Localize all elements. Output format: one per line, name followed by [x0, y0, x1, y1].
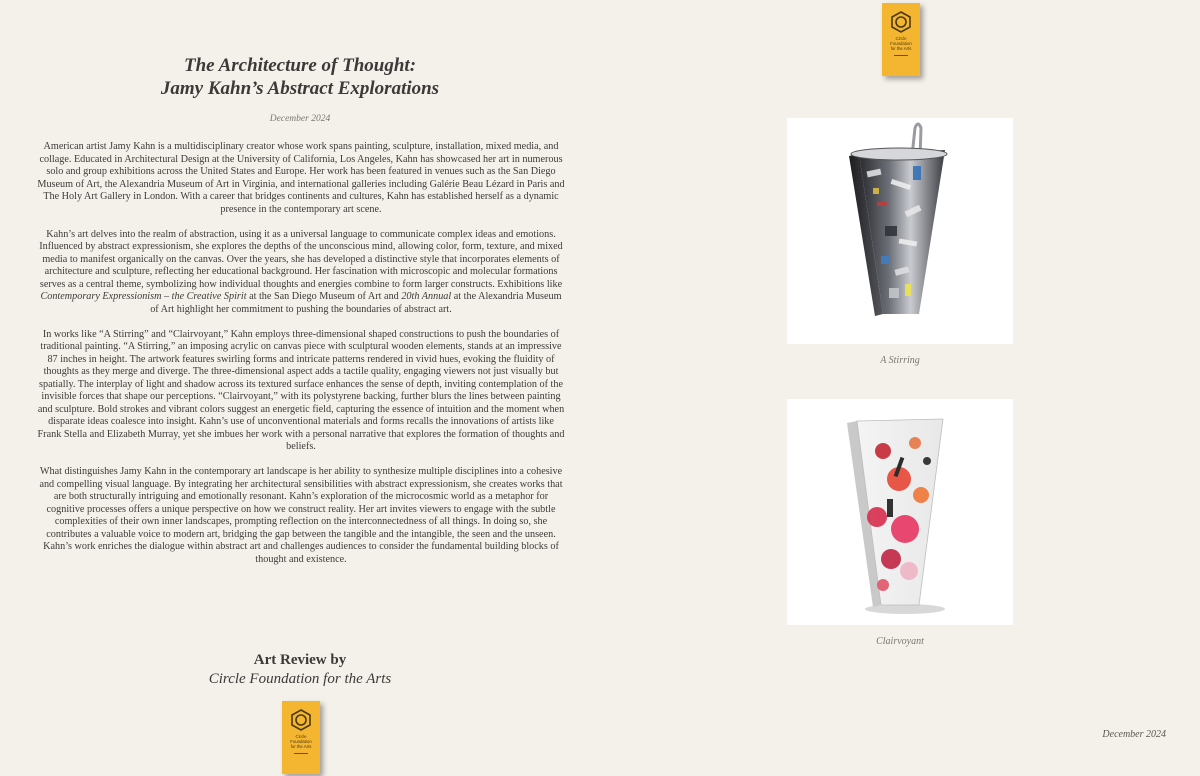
page-footer-date: December 2024	[1102, 729, 1166, 740]
logo-rule	[894, 55, 908, 56]
sculpture-clairvoyant	[787, 399, 1013, 625]
hexagon-circle-icon	[890, 11, 912, 33]
logo-text-line-2: Foundation	[290, 739, 312, 744]
paragraph-1: American artist Jamy Kahn is a multidisciplinary creator whose work spans painting, sculpture, installation, mixed media, and collage. Educated in Architectural Design at the University of California, Los Angeles, Kahn has showcased her art in numerous solo and group exhibitions across the United States and Europe. Her work has been featured in venues such as the San Diego Museum of Art, the Alexandria Museum of Art in Virginia, and international galleries including Galérie Beau Lézard in Paris and The Holy Art Gallery in London. With a career that bridges continents and cultures, Kahn has established herself as a dynamic presence in the contemporary art scene.	[37, 141, 565, 215]
logo-text-line-3: for the Arts	[890, 46, 912, 51]
paragraph-4: What distinguishes Jamy Kahn in the contemporary art landscape is her ability to synthesize multiple disciplines into a cohesive and compelling visual language. By integrating her architectural sensibilities with abstract expressionism, she creates works that are both structurally intriguing and emotionally resonant. Kahn’s exploration of the microcosmic world as a metaphor for cognitive processes offers a unique perspective on how we construct reality. Her art invites viewers to engage with the subtle complexities of their own inner landscapes, prompting reflection on the interconnectedness of all things. In doing so, she contributes a valuable voice to modern art, bridging the gap between the tangible and the intangible, the seen and the unseen. Kahn’s work enriches the dialogue within abstract art and challenges audiences to consider the fundamental building blocks of thought and existence.	[39, 466, 563, 565]
paragraph-2-text-c: at the Alexandria Museum of Art highlight her commitment to pushing the boundaries of abstract art.	[150, 291, 562, 315]
paragraph-2-text-b: at the San Diego Museum of Art and	[246, 291, 402, 302]
logo-text-line-3: for the Arts	[290, 744, 312, 749]
foundation-logo-top	[882, 3, 920, 76]
paragraph-2	[36, 229, 566, 317]
paragraph-2-text-a: Kahn’s art delves into the realm of abstraction, using it as a universal language to communicate complex ideas and emotions. Influenced by abstract expressionism, she explores the depths of the unconscious mind, allowing color, form, texture, and mixed media to manifest organically on the canvas. Over the years, she has developed a distinctive style that incorporates elements of architecture and sculpture, reflecting her educational background. Her fascination with microscopic and molecular formations serves as a central theme, symbolizing how individual thoughts and energies combine to form larger constructs. Exhibitions like	[39, 228, 563, 290]
review-by-label: Art Review by	[253, 652, 347, 668]
title-line-1: The Architecture of Thought:	[183, 55, 417, 76]
artwork-caption-clairvoyant: Clairvoyant	[876, 636, 924, 647]
article-date: December 2024	[269, 114, 331, 124]
foundation-logo-bottom	[282, 701, 320, 774]
logo-text-line-2: Foundation	[890, 41, 912, 46]
logo-rule	[294, 753, 308, 754]
review-org-name: Circle Foundation for the Arts	[208, 671, 392, 687]
artwork-image-a-stirring	[787, 118, 1013, 344]
logo-text-line-1: Circle	[295, 734, 307, 739]
paragraph-3: In works like “A Stirring” and “Clairvoyant,” Kahn employs three-dimensional shaped constructions to push the boundaries of traditional painting. “A Stirring,” an imposing acrylic on canvas piece with sculptural wooden elements, stands at an impressive 87 inches in height. The artwork features swirling forms and intricate patterns rendered in vivid hues, evoking the fluidity of thoughts as they merge and diverge. The three-dimensional aspect adds a tactile quality, engaging viewers not just visually but spatially. The interplay of light and shadow across its textured surface enhances the sense of depth, inviting contemplation of the invisible forces that shape our perceptions. “Clairvoyant,” with its polystyrene backing, further blurs the lines between painting and sculpture. Bold strokes and vibrant colors suggest an energetic field, capturing the essence of intuition and the moment when disparate ideas coalesce into insight. Kahn’s use of unconventional materials and forms recalls the innovations of artists like Frank Stella and Elizabeth Murray, yet she imbues her work with a personal narrative that explores the formation of thoughts and beliefs.	[37, 328, 565, 452]
logo-text-line-1: Circle	[895, 36, 907, 41]
exhibition-title-1: Contemporary Expressionism – the Creative Spirit	[40, 291, 247, 302]
logo-text	[890, 36, 912, 51]
logo-text	[290, 734, 312, 749]
exhibition-title-2: 20th Annual	[401, 291, 452, 302]
artwork-caption-a-stirring: A Stirring	[880, 355, 920, 366]
article-title	[0, 54, 600, 100]
title-line-2: Jamy Kahn’s Abstract Explorations	[160, 78, 440, 99]
hexagon-circle-icon	[290, 709, 312, 731]
sculpture-a-stirring	[787, 118, 1013, 344]
artwork-image-clairvoyant	[787, 399, 1013, 625]
article-body	[36, 141, 566, 579]
